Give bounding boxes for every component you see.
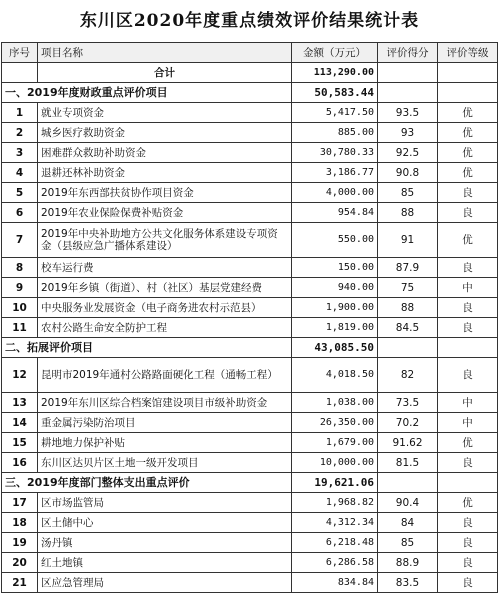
total-amount: 113,290.00 [292,63,378,83]
row-amount: 30,780.33 [292,143,378,163]
row-seq: 9 [2,278,38,298]
row-amount: 954.84 [292,203,378,223]
section-amount: 50,583.44 [292,83,378,103]
page-title: 东川区2020年度重点绩效评价结果统计表 [79,11,420,31]
row-score: 93 [378,123,438,143]
row-amount: 834.84 [292,573,378,593]
row-name: 红土地镇 [38,553,292,573]
row-seq: 5 [2,183,38,203]
section-title: 三、2019年度部门整体支出重点评价 [2,473,292,493]
table-row [2,298,498,318]
row-name: 区应急管理局 [38,573,292,593]
row-seq: 11 [2,318,38,338]
row-score: 82 [378,358,438,393]
row-name: 汤丹镇 [38,533,292,553]
row-seq: 20 [2,553,38,573]
row-amount: 550.00 [292,223,378,258]
row-grade: 中 [438,413,498,433]
header-seq: 序号 [2,43,38,63]
table-row [2,433,498,453]
row-name: 就业专项资金 [38,103,292,123]
header-amount: 金额（万元） [292,43,378,63]
results-table [1,42,498,593]
row-seq: 10 [2,298,38,318]
row-name: 2019年中央补助地方公共文化服务体系建设专项资金（县级应急广播体系建设） [38,223,292,258]
row-name: 2019年乡镇（街道）、村（社区）基层党建经费 [38,278,292,298]
row-name: 农村公路生命安全防护工程 [38,318,292,338]
row-grade: 中 [438,393,498,413]
row-score: 84 [378,513,438,533]
row-name: 城乡医疗救助资金 [38,123,292,143]
row-seq: 7 [2,223,38,258]
row-grade: 良 [438,298,498,318]
row-seq: 17 [2,493,38,513]
section-score [378,473,438,493]
table-row [2,123,498,143]
row-amount: 5,417.50 [292,103,378,123]
table-row [2,573,498,593]
row-seq: 4 [2,163,38,183]
section-row [2,83,498,103]
header-score: 评价得分 [378,43,438,63]
row-name: 中央服务业发展资金（电子商务进农村示范县） [38,298,292,318]
row-score: 85 [378,533,438,553]
row-grade: 优 [438,103,498,123]
row-amount: 885.00 [292,123,378,143]
row-amount: 10,000.00 [292,453,378,473]
row-name: 区市场监管局 [38,493,292,513]
row-seq: 14 [2,413,38,433]
row-score: 90.8 [378,163,438,183]
row-score: 85 [378,183,438,203]
row-score: 75 [378,278,438,298]
row-name: 困难群众救助补助资金 [38,143,292,163]
section-grade [438,338,498,358]
row-score: 70.2 [378,413,438,433]
row-seq: 2 [2,123,38,143]
row-seq: 19 [2,533,38,553]
row-name: 耕地地力保护补贴 [38,433,292,453]
header-row [2,43,498,63]
row-amount: 1,968.82 [292,493,378,513]
row-score: 81.5 [378,453,438,473]
row-score: 88 [378,298,438,318]
header-name: 项目名称 [38,43,292,63]
row-name: 2019年东西部扶贫协作项目资金 [38,183,292,203]
row-score: 88.9 [378,553,438,573]
row-name: 区土储中心 [38,513,292,533]
row-name: 校车运行费 [38,258,292,278]
section-score [378,338,438,358]
row-grade: 良 [438,453,498,473]
table-row [2,278,498,298]
row-grade: 中 [438,278,498,298]
row-amount: 150.00 [292,258,378,278]
row-amount: 6,218.48 [292,533,378,553]
row-score: 87.9 [378,258,438,278]
row-amount: 26,350.00 [292,413,378,433]
row-seq: 16 [2,453,38,473]
row-grade: 良 [438,203,498,223]
table-body [2,63,498,593]
total-row [2,63,498,83]
table-row [2,143,498,163]
section-grade [438,83,498,103]
row-seq: 18 [2,513,38,533]
row-seq: 12 [2,358,38,393]
row-score: 83.5 [378,573,438,593]
table-row [2,258,498,278]
section-title: 二、拓展评价项目 [2,338,292,358]
table-row [2,413,498,433]
row-name: 2019年农业保险保费补贴资金 [38,203,292,223]
row-name: 2019年东川区综合档案馆建设项目市级补助资金 [38,393,292,413]
row-grade: 良 [438,183,498,203]
row-grade: 优 [438,143,498,163]
section-title: 一、2019年度财政重点评价项目 [2,83,292,103]
row-name: 东川区达贝片区土地一级开发项目 [38,453,292,473]
section-amount: 19,621.06 [292,473,378,493]
row-amount: 940.00 [292,278,378,298]
row-seq: 21 [2,573,38,593]
row-score: 93.5 [378,103,438,123]
total-score [378,63,438,83]
row-seq: 8 [2,258,38,278]
row-grade: 优 [438,493,498,513]
row-score: 91.62 [378,433,438,453]
total-grade [438,63,498,83]
table-row [2,223,498,258]
table-row [2,358,498,393]
table-row [2,183,498,203]
table-row [2,103,498,123]
row-score: 90.4 [378,493,438,513]
row-grade: 良 [438,358,498,393]
row-grade: 优 [438,223,498,258]
row-grade: 优 [438,433,498,453]
row-amount: 4,018.50 [292,358,378,393]
row-amount: 1,679.00 [292,433,378,453]
row-grade: 良 [438,553,498,573]
table-row [2,533,498,553]
table-row [2,393,498,413]
section-grade [438,473,498,493]
table-row [2,553,498,573]
total-label: 合计 [38,63,292,83]
row-amount: 1,038.00 [292,393,378,413]
row-amount: 1,900.00 [292,298,378,318]
row-score: 91 [378,223,438,258]
row-grade: 良 [438,513,498,533]
row-seq: 13 [2,393,38,413]
row-seq: 3 [2,143,38,163]
table-row [2,163,498,183]
row-name: 退耕还林补助资金 [38,163,292,183]
row-grade: 良 [438,573,498,593]
row-grade: 优 [438,123,498,143]
table-row [2,493,498,513]
row-grade: 良 [438,258,498,278]
table-row [2,203,498,223]
row-seq: 15 [2,433,38,453]
row-score: 88 [378,203,438,223]
row-amount: 4,312.34 [292,513,378,533]
row-name: 昆明市2019年通村公路路面硬化工程（通畅工程） [38,358,292,393]
table-row [2,513,498,533]
row-amount: 4,000.00 [292,183,378,203]
row-seq: 6 [2,203,38,223]
row-score: 84.5 [378,318,438,338]
header-grade: 评价等级 [438,43,498,63]
table-row [2,318,498,338]
row-score: 92.5 [378,143,438,163]
row-score: 73.5 [378,393,438,413]
section-amount: 43,085.50 [292,338,378,358]
section-score [378,83,438,103]
row-seq: 1 [2,103,38,123]
total-seq [2,63,38,83]
row-amount: 3,186.77 [292,163,378,183]
row-name: 重金属污染防治项目 [38,413,292,433]
section-row [2,473,498,493]
row-grade: 良 [438,318,498,338]
row-amount: 1,819.00 [292,318,378,338]
row-amount: 6,286.58 [292,553,378,573]
table-row [2,453,498,473]
row-grade: 优 [438,163,498,183]
row-grade: 良 [438,533,498,553]
section-row [2,338,498,358]
